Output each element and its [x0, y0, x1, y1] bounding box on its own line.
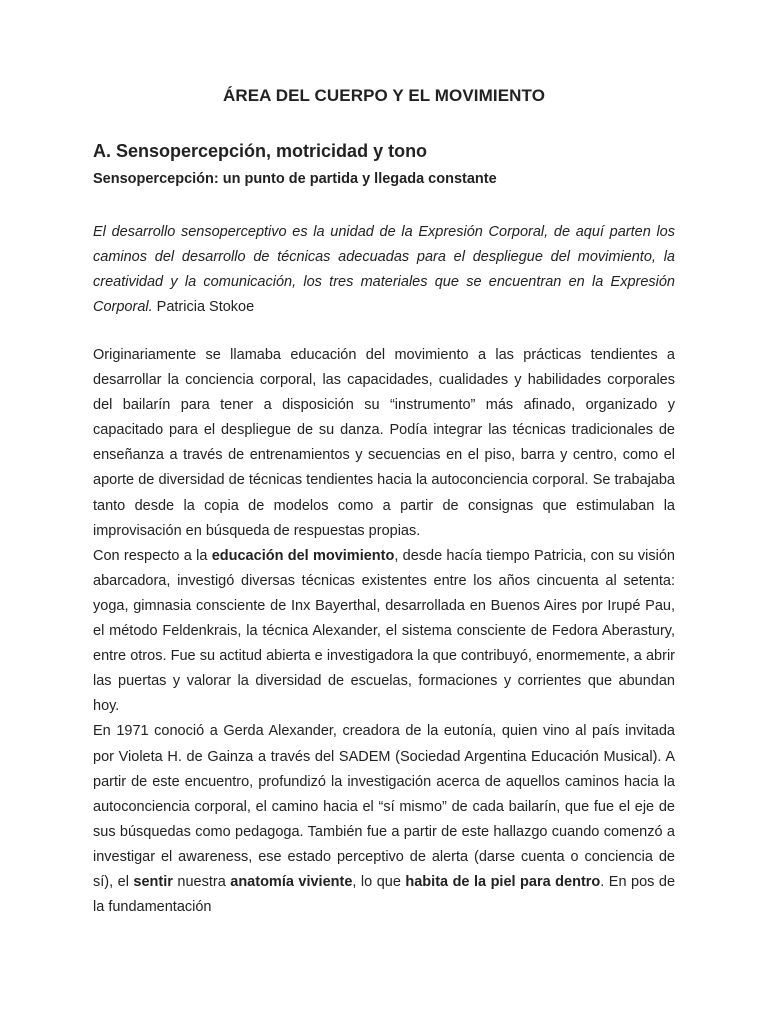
paragraph-3-text-1: En 1971 conoció a Gerda Alexander, creadora de la eutonía, quien vino al país invitada por Violeta H. de Gainza a través del SADEM (Sociedad Argentina Educación Musical). A partir de este encuentro, profundizó la investigación acerca de aquellos caminos hacia la autoconciencia corporal, el camino hacia el “sí mismo” de cada bailarín, que fue el eje de sus búsquedas como pedagoga. También fue a partir de este hallazgo cuando comenzó a investigar el awareness, ese estado perceptivo de alerta (darse cuenta o conciencia de sí), el — [93, 723, 675, 890]
epigraph-quote — [93, 220, 675, 320]
paragraph-2-text-start: Con respecto a la — [93, 547, 212, 564]
paragraph-3-emphasis-3: habita de la piel para dentro — [405, 873, 601, 890]
paragraph-3 — [93, 719, 675, 920]
paragraph-3-text-3: , lo que — [352, 873, 406, 890]
sub-heading: Sensopercepción: un punto de partida y llegada constante — [93, 171, 497, 187]
quote-text: El desarrollo sensoperceptivo es la unidad de la Expresión Corporal, de aquí parten los caminos del desarrollo de técnicas adecuadas para el despliegue del movimiento, la creatividad y la comunicación, los tres materiales que se encuentran en la Expresión Corporal. — [93, 224, 675, 315]
paragraph-2-emphasis: educación del movimiento — [211, 547, 395, 564]
paragraph-3-text-4: . En pos de la fundamentación — [93, 873, 676, 916]
paragraph-3-text-2: nuestra — [172, 873, 231, 890]
section-heading: A. Sensopercepción, motricidad y tono — [93, 141, 428, 161]
paragraph-3-emphasis-2: anatomía viviente — [230, 873, 353, 890]
body-text — [93, 343, 675, 920]
paragraph-2 — [93, 544, 675, 720]
paragraph-1: Originariamente se llamaba educación del movimiento a las prácticas tendientes a desarrollar la conciencia corporal, las capacidades, cualidades y habilidades corporales del bailarín para tener a disposición su “instrumento” más afinado, organizado y capacitado para el despliegue de su danza. Podía integrar las técnicas tradicionales de enseñanza a través de entrenamientos y secuencias en el piso, barra y centro, como el aporte de diversidad de técnicas tendientes hacia la autoconciencia corporal. Se trabajaba tanto desde la copia de modelos como a partir de consignas que estimulaban la improvisación en búsqueda de respuestas propias. — [93, 347, 675, 539]
paragraph-3-emphasis-1: sentir — [133, 873, 173, 890]
document-title: ÁREA DEL CUERPO Y EL MOVIMIENTO — [222, 86, 546, 105]
quote-author: Patricia Stokoe — [152, 299, 255, 315]
paragraph-2-text-end: , desde hacía tiempo Patricia, con su visión abarcadora, investigó diversas técnicas existentes entre los años cincuenta al setenta: yoga, gimnasia consciente de Inx Bayerthal, desarrollada en Buenos Aires por Irupé Pau, el método Feldenkrais, la técnica Alexander, el sistema consciente de Fedora Aberastury, entre otros. Fue su actitud abierta e investigadora la que contribuyó, enormemente, a abrir las puertas y valorar la diversidad de escuelas, formaciones y corrientes que abundan hoy. — [93, 547, 675, 715]
